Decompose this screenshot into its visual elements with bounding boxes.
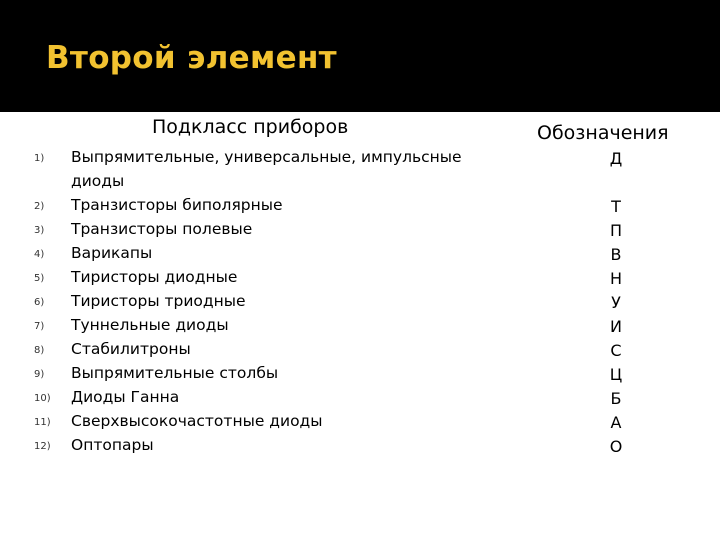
- item-number: 4): [34, 249, 45, 260]
- designation-code: В: [610, 245, 622, 264]
- item-number: 1): [34, 153, 45, 164]
- slide-title: Второй элемент: [46, 40, 337, 76]
- list-item: [34, 241, 504, 265]
- list-item: [34, 193, 504, 217]
- item-text: Выпрямительные, универсальные, импульсные диоды: [71, 148, 462, 190]
- device-subclass-list: [34, 145, 504, 457]
- item-text: Варикапы: [71, 244, 153, 262]
- item-number: 2): [34, 201, 45, 212]
- item-text: Тиристоры триодные: [71, 292, 246, 310]
- item-number: 11): [34, 417, 51, 428]
- list-item: [34, 433, 504, 457]
- item-text: Транзисторы биполярные: [71, 196, 283, 214]
- item-number: 3): [34, 225, 45, 236]
- list-item: [34, 337, 504, 361]
- designation-code: Н: [609, 269, 623, 288]
- designation-heading: Обозначения: [537, 122, 669, 144]
- item-text: Выпрямительные столбы: [71, 364, 279, 382]
- item-number: 12): [34, 441, 51, 452]
- list-item: [34, 313, 504, 337]
- item-number: 7): [34, 321, 45, 332]
- designation-codes: [596, 195, 636, 459]
- item-text: Транзисторы полевые: [71, 220, 253, 238]
- designation-code: С: [610, 341, 622, 360]
- designation-code: П: [609, 221, 623, 240]
- item-text: Туннельные диоды: [71, 316, 229, 334]
- item-text: Стабилитроны: [71, 340, 191, 358]
- item-text: Тиристоры диодные: [71, 268, 238, 286]
- item-text: Оптопары: [71, 436, 154, 454]
- designation-code: Б: [610, 389, 622, 408]
- list-item: [34, 361, 504, 385]
- designation-code: И: [610, 317, 622, 336]
- subclass-heading: Подкласс приборов: [152, 116, 349, 138]
- designation-code: У: [611, 293, 621, 312]
- item-text: Сверхвысокочастотные диоды: [71, 412, 323, 430]
- item-number: 8): [34, 345, 45, 356]
- designation-code: А: [610, 413, 622, 432]
- list-item: [34, 145, 504, 193]
- list-item: [34, 217, 504, 241]
- designation-code: Ц: [609, 365, 623, 384]
- list-item: [34, 265, 504, 289]
- item-number: 5): [34, 273, 45, 284]
- designation-code: О: [609, 437, 623, 456]
- list-item: [34, 385, 504, 409]
- designation-codes-first: [596, 147, 636, 171]
- designation-code: Т: [611, 197, 621, 216]
- list-item: [34, 409, 504, 433]
- list-item: [34, 289, 504, 313]
- designation-code: Д: [609, 149, 623, 168]
- item-number: 10): [34, 393, 51, 404]
- item-number: 9): [34, 369, 45, 380]
- item-text: Диоды Ганна: [71, 388, 180, 406]
- item-number: 6): [34, 297, 45, 308]
